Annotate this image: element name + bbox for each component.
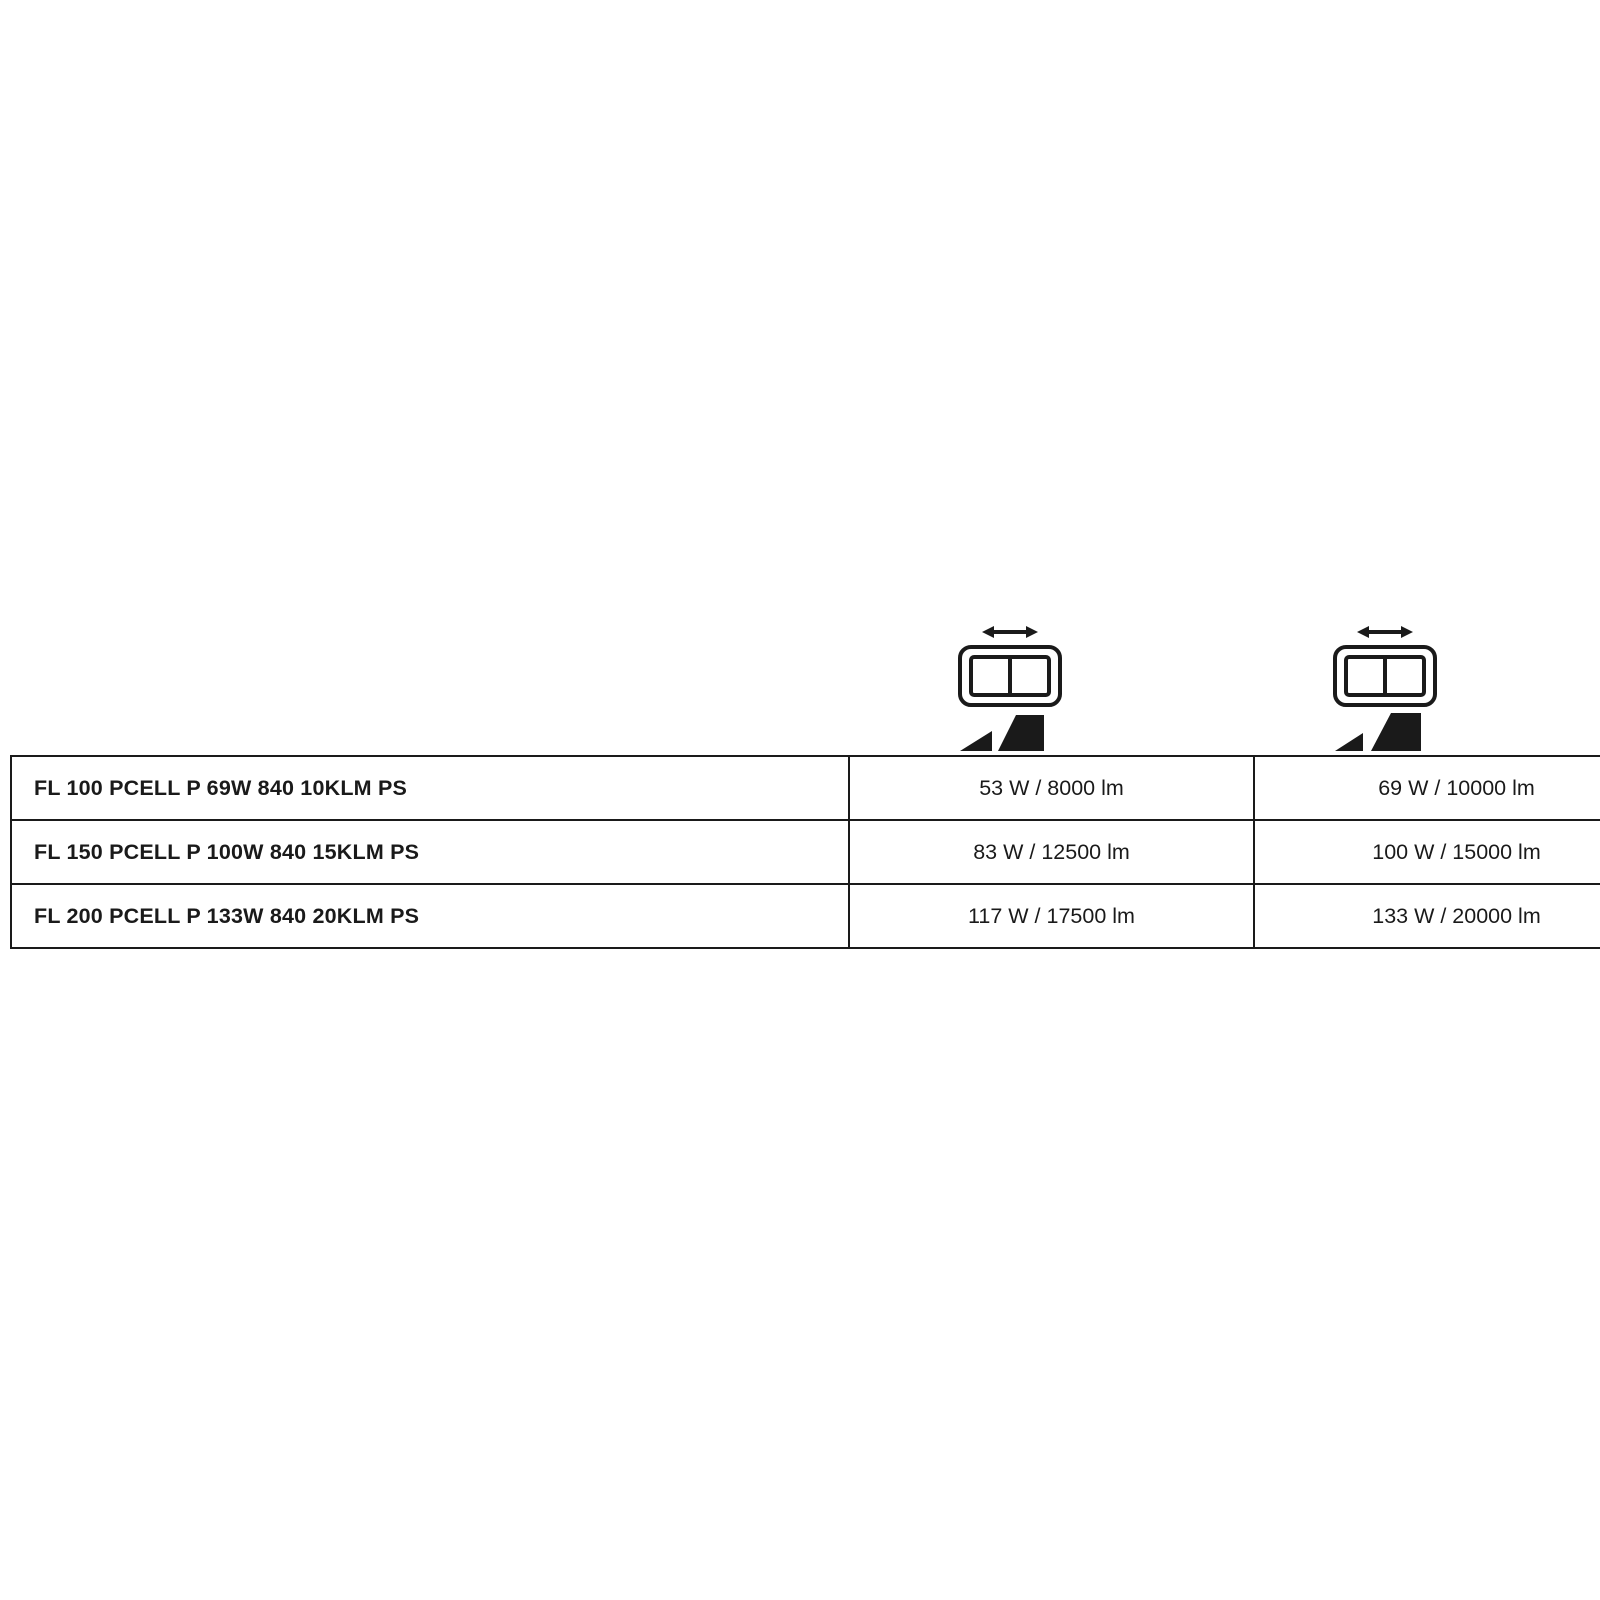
beam-full-icon [1333, 711, 1437, 760]
product-performance-table [10, 755, 1600, 949]
luminaire-body-icon [958, 645, 1062, 712]
mode-2-value-cell: 69 W / 10000 lm [1254, 756, 1600, 820]
beam-half-icon [958, 711, 1062, 760]
double-arrow-icon [1357, 623, 1413, 646]
column-1-icon-group [820, 620, 1200, 755]
table-row [11, 756, 1600, 820]
mode-2-value-cell: 100 W / 15000 lm [1254, 820, 1600, 884]
mode-1-value-cell: 117 W / 17500 lm [849, 884, 1254, 948]
product-name-cell: FL 150 PCELL P 100W 840 15KLM PS [11, 820, 849, 884]
product-name-cell: FL 200 PCELL P 133W 840 20KLM PS [11, 884, 849, 948]
mode-1-value-cell: 83 W / 12500 lm [849, 820, 1254, 884]
mode-1-value-cell: 53 W / 8000 lm [849, 756, 1254, 820]
column-2-icon-group [1195, 620, 1575, 755]
luminaire-body-icon [1333, 645, 1437, 712]
mode-2-value-cell: 133 W / 20000 lm [1254, 884, 1600, 948]
table-row [11, 884, 1600, 948]
double-arrow-icon [982, 623, 1038, 646]
icon-header-row [10, 620, 1590, 755]
table-row [11, 820, 1600, 884]
product-name-cell: FL 100 PCELL P 69W 840 10KLM PS [11, 756, 849, 820]
